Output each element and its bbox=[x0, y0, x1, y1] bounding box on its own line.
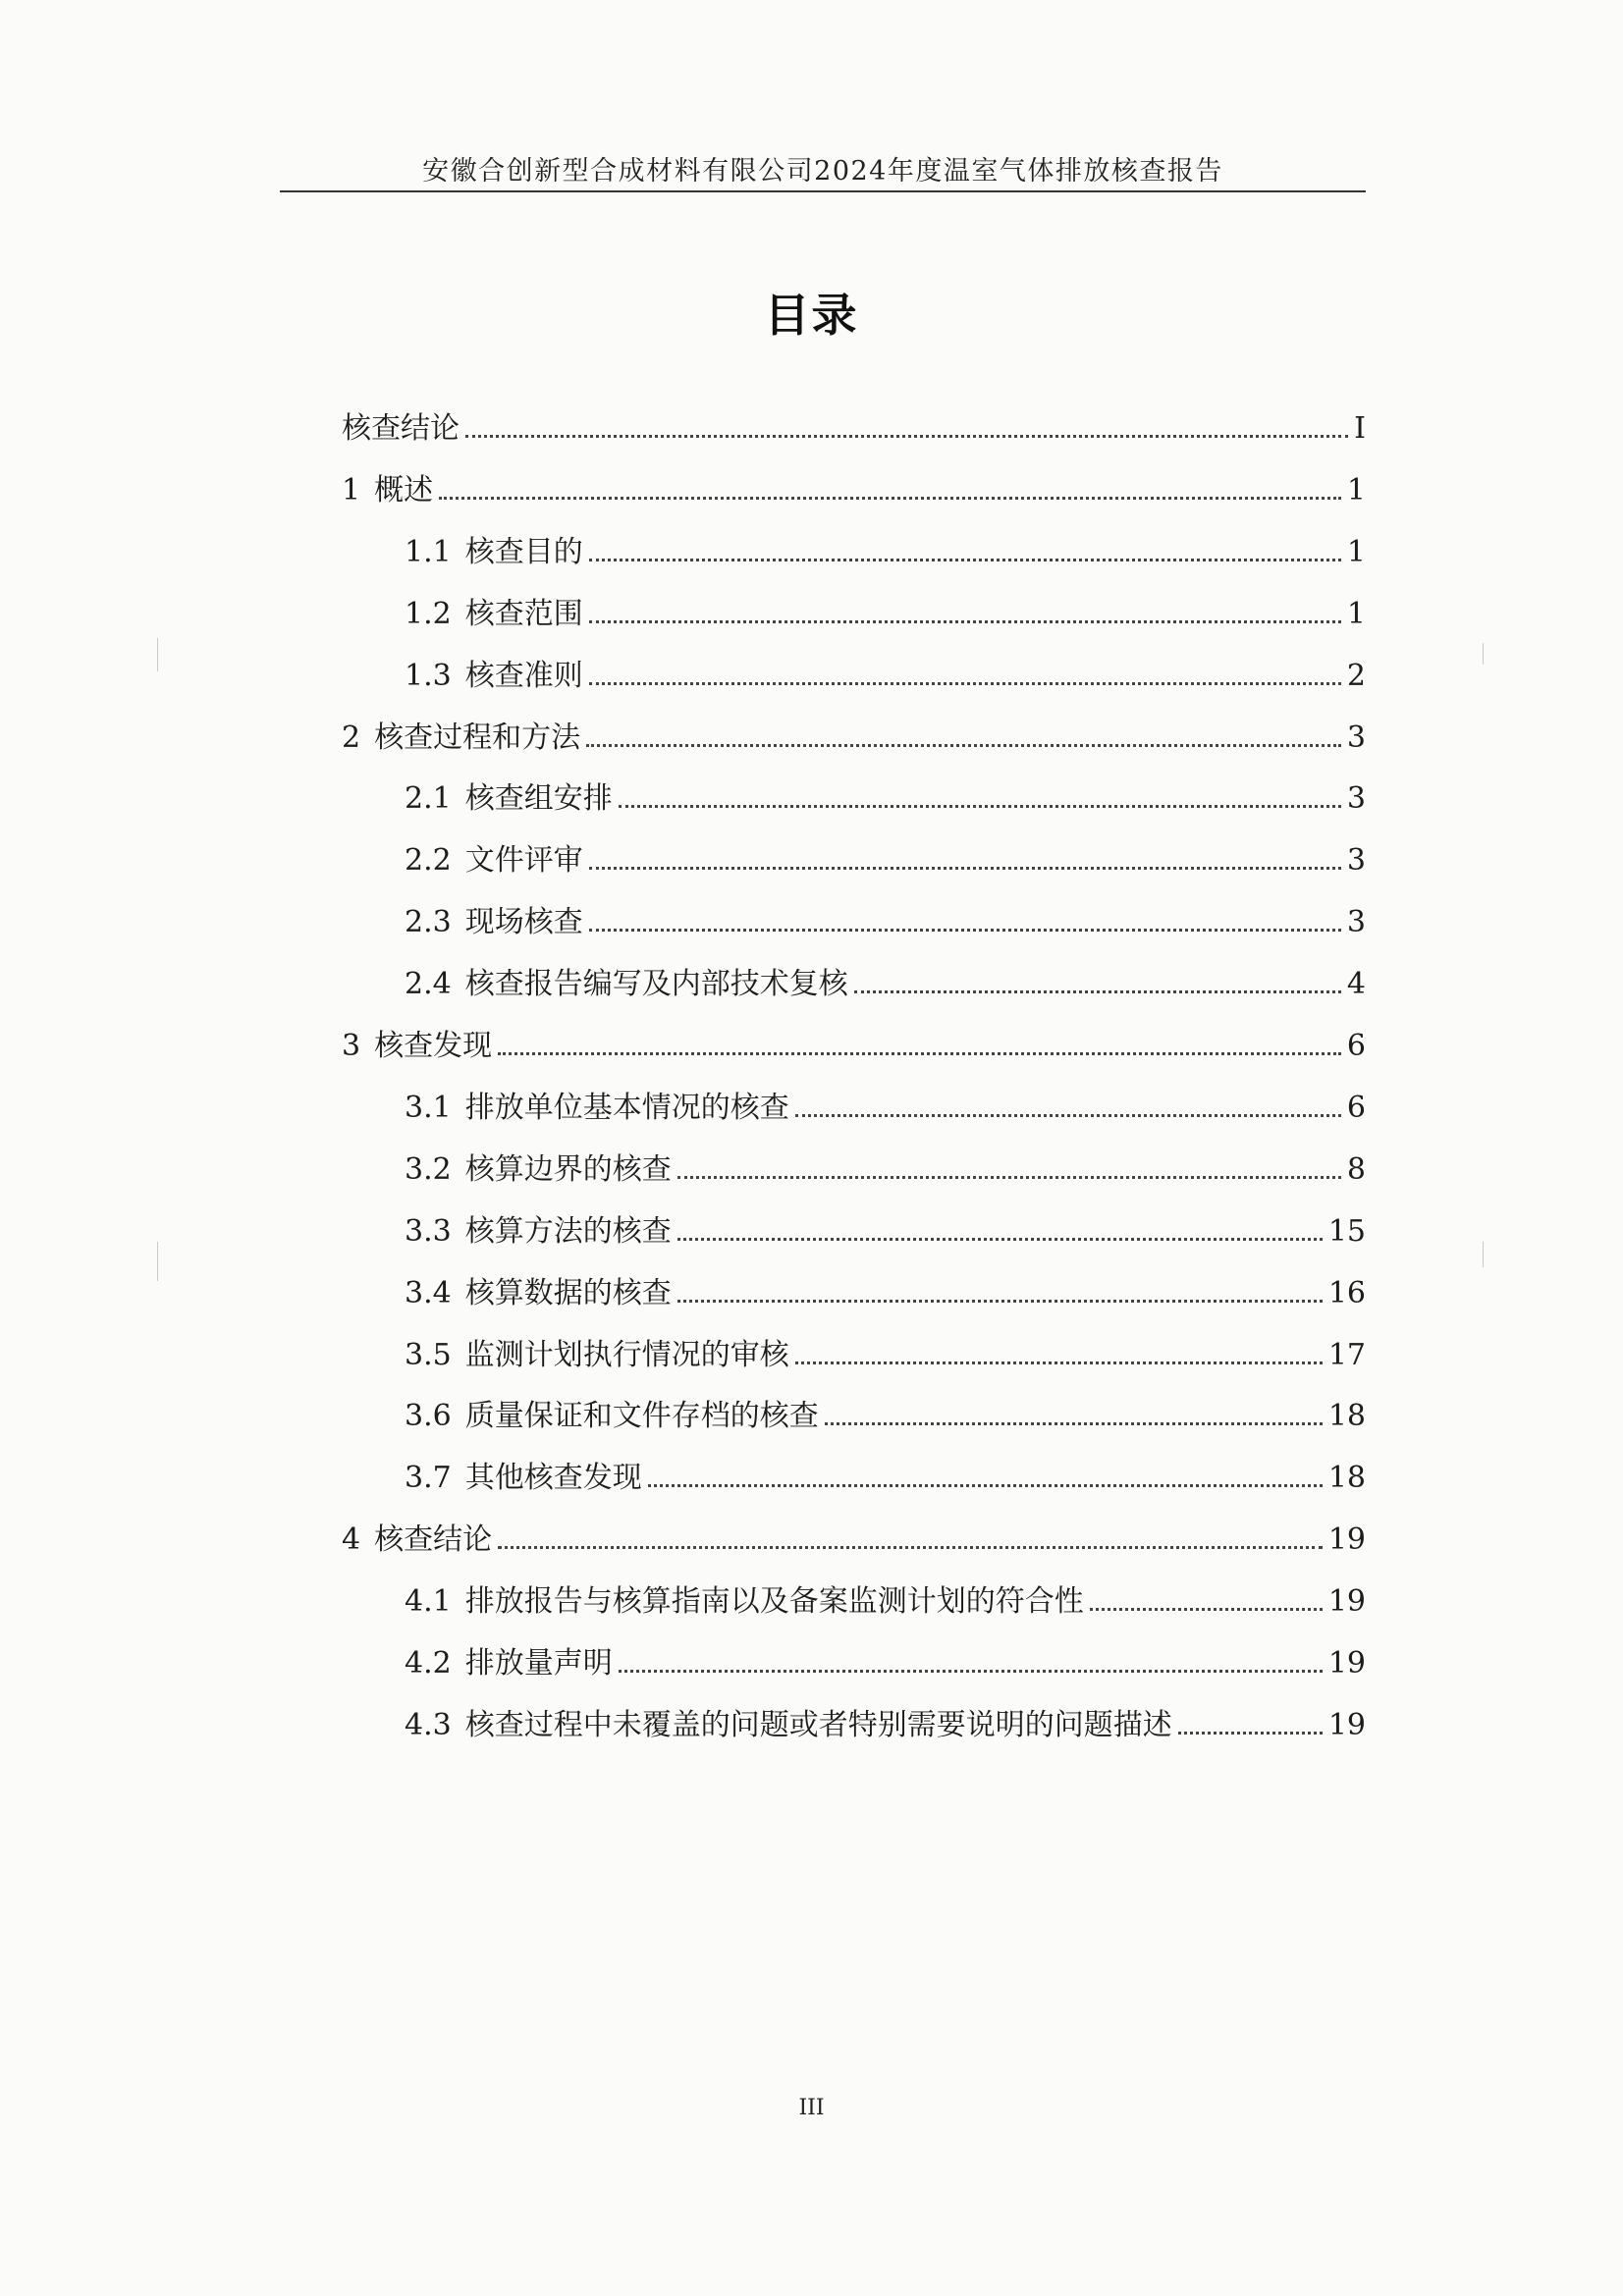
toc-entry bbox=[342, 715, 1366, 756]
toc-title: 目录 bbox=[764, 289, 859, 342]
toc-entry-number: 1.3 bbox=[405, 658, 452, 693]
toc-entry bbox=[342, 405, 1366, 447]
toc-entry-number: 3.2 bbox=[405, 1151, 452, 1187]
toc-entry-title: 排放量声明 bbox=[464, 1646, 613, 1681]
toc-entry bbox=[405, 1332, 1366, 1373]
toc-entry-title: 核查过程中未覆盖的问题或者特别需要说明的问题描述 bbox=[464, 1707, 1172, 1742]
toc-entry-title: 现场核查 bbox=[464, 905, 583, 940]
toc-entry-page: 15 bbox=[1327, 1213, 1366, 1249]
toc-entry-title: 核查组安排 bbox=[464, 781, 613, 817]
toc-entry-number: 2.4 bbox=[405, 967, 452, 1002]
toc-entry-number: 2.1 bbox=[405, 781, 452, 817]
toc-entry-page: 3 bbox=[1346, 905, 1366, 940]
toc-entry-number: 3.7 bbox=[405, 1461, 452, 1496]
toc-entry-page: 3 bbox=[1346, 720, 1366, 755]
toc-entry-title: 核查结论 bbox=[374, 1522, 493, 1558]
toc-entry-title: 核算边界的核查 bbox=[464, 1151, 672, 1187]
toc-entry-page: I bbox=[1354, 411, 1366, 446]
toc-entry-number: 3.3 bbox=[405, 1213, 452, 1249]
toc-dot-leader bbox=[589, 559, 1341, 561]
toc-dot-leader bbox=[439, 497, 1341, 500]
toc-entry bbox=[405, 653, 1366, 694]
toc-dot-leader bbox=[589, 682, 1341, 685]
toc-entry-title: 核查目的 bbox=[464, 534, 583, 569]
toc-dot-leader bbox=[589, 929, 1341, 932]
toc-entry-title: 核查结论 bbox=[342, 411, 460, 446]
toc-entry-page: 19 bbox=[1327, 1707, 1366, 1742]
toc-entry-page: 19 bbox=[1327, 1584, 1366, 1620]
toc-entry-number: 3.1 bbox=[405, 1090, 452, 1125]
toc-entry-title: 核算方法的核查 bbox=[464, 1213, 672, 1249]
toc-entry-page: 3 bbox=[1346, 843, 1366, 879]
running-header: 安徽合创新型合成材料有限公司2024年度温室气体排放核查报告 bbox=[422, 156, 1223, 187]
toc-dot-leader bbox=[677, 1176, 1341, 1179]
toc-entry-number: 3.4 bbox=[405, 1275, 452, 1310]
toc-entry-page: 8 bbox=[1346, 1151, 1366, 1187]
toc-entry bbox=[405, 837, 1366, 879]
toc-dot-leader bbox=[648, 1484, 1323, 1487]
toc-entry-number: 4 bbox=[342, 1522, 361, 1558]
toc-entry-page: 3 bbox=[1346, 781, 1366, 817]
toc-entry-title: 核查报告编写及内部技术复核 bbox=[464, 967, 848, 1002]
toc-entry-page: 4 bbox=[1346, 967, 1366, 1002]
toc-entry-title: 监测计划执行情况的审核 bbox=[464, 1337, 789, 1372]
toc-entry bbox=[405, 1702, 1366, 1743]
toc-entry bbox=[405, 1208, 1366, 1250]
toc-entry-title: 排放单位基本情况的核查 bbox=[464, 1090, 789, 1125]
toc-entry bbox=[405, 961, 1366, 1002]
toc-entry-number: 3.6 bbox=[405, 1399, 452, 1434]
toc-entry-page: 1 bbox=[1346, 596, 1366, 631]
toc-entry bbox=[342, 1517, 1366, 1558]
toc-dot-leader bbox=[498, 1052, 1341, 1055]
toc-entry-title: 概述 bbox=[374, 472, 434, 507]
toc-entry-title: 其他核查发现 bbox=[464, 1461, 642, 1496]
toc-entry-number: 4.1 bbox=[405, 1584, 452, 1620]
toc-dot-leader bbox=[677, 1300, 1323, 1303]
page-number: III bbox=[798, 2096, 825, 2120]
toc-entry-title: 核查范围 bbox=[464, 596, 583, 631]
toc-entry-number: 1 bbox=[342, 472, 361, 507]
toc-entry bbox=[405, 591, 1366, 632]
toc-entry-title: 质量保证和文件存档的核查 bbox=[464, 1399, 819, 1434]
toc-entry-page: 17 bbox=[1327, 1337, 1366, 1372]
toc-entry bbox=[405, 775, 1366, 817]
toc-entry-number: 2 bbox=[342, 720, 361, 755]
toc-entry bbox=[405, 1393, 1366, 1434]
toc-entry-page: 1 bbox=[1346, 534, 1366, 569]
scan-artifact bbox=[1483, 643, 1484, 665]
toc-entry-page: 19 bbox=[1327, 1522, 1366, 1558]
toc-entry-page: 6 bbox=[1346, 1029, 1366, 1063]
toc-entry-page: 18 bbox=[1327, 1399, 1366, 1434]
toc-entry-title: 核查准则 bbox=[464, 658, 583, 693]
toc-entry bbox=[405, 1147, 1366, 1188]
toc-entry-number: 1.1 bbox=[405, 534, 452, 569]
toc-dot-leader bbox=[1090, 1608, 1323, 1611]
toc-entry-number: 4.3 bbox=[405, 1707, 452, 1742]
toc-entry bbox=[342, 1023, 1366, 1064]
toc-entry-page: 6 bbox=[1346, 1090, 1366, 1125]
toc-entry-title: 排放报告与核算指南以及备案监测计划的符合性 bbox=[464, 1584, 1084, 1620]
toc-entry-number: 4.2 bbox=[405, 1646, 452, 1681]
toc-entry bbox=[405, 1085, 1366, 1126]
toc-entry-number: 2.3 bbox=[405, 905, 452, 940]
scan-artifact bbox=[157, 638, 158, 671]
toc-entry-title: 核查过程和方法 bbox=[374, 720, 581, 755]
toc-dot-leader bbox=[619, 1670, 1323, 1673]
toc-entry bbox=[405, 1270, 1366, 1311]
toc-entry-title: 核算数据的核查 bbox=[464, 1275, 672, 1310]
toc-entry-page: 18 bbox=[1327, 1461, 1366, 1496]
toc-dot-leader bbox=[465, 435, 1348, 438]
toc-entry-number: 2.2 bbox=[405, 843, 452, 879]
toc-dot-leader bbox=[589, 620, 1341, 623]
toc-entry-number: 3.5 bbox=[405, 1337, 452, 1372]
toc-dot-leader bbox=[854, 990, 1341, 993]
toc-entry-title: 核查发现 bbox=[374, 1029, 493, 1063]
toc-dot-leader bbox=[795, 1362, 1323, 1364]
toc-entry bbox=[342, 467, 1366, 508]
toc-dot-leader bbox=[1178, 1732, 1323, 1735]
toc-entry bbox=[405, 899, 1366, 940]
toc-dot-leader bbox=[825, 1422, 1323, 1425]
toc-entry-page: 19 bbox=[1327, 1646, 1366, 1681]
toc-entry-title: 文件评审 bbox=[464, 843, 583, 879]
toc-entry-number: 3 bbox=[342, 1029, 361, 1063]
scan-artifact bbox=[157, 1242, 158, 1281]
toc-entry-page: 1 bbox=[1346, 472, 1366, 507]
toc-dot-leader bbox=[498, 1546, 1323, 1549]
toc-entry-page: 16 bbox=[1327, 1275, 1366, 1310]
toc-dot-leader bbox=[795, 1114, 1341, 1117]
toc-entry bbox=[405, 1578, 1366, 1620]
toc-dot-leader bbox=[619, 805, 1341, 808]
toc-dot-leader bbox=[677, 1238, 1323, 1241]
scan-artifact bbox=[1483, 1242, 1484, 1267]
toc-entry bbox=[405, 529, 1366, 570]
toc-entry-page: 2 bbox=[1346, 658, 1366, 693]
toc-entry-number: 1.2 bbox=[405, 596, 452, 631]
toc-dot-leader bbox=[589, 867, 1341, 870]
toc-entry bbox=[405, 1640, 1366, 1682]
toc-entry bbox=[405, 1455, 1366, 1496]
toc-dot-leader bbox=[586, 744, 1341, 747]
